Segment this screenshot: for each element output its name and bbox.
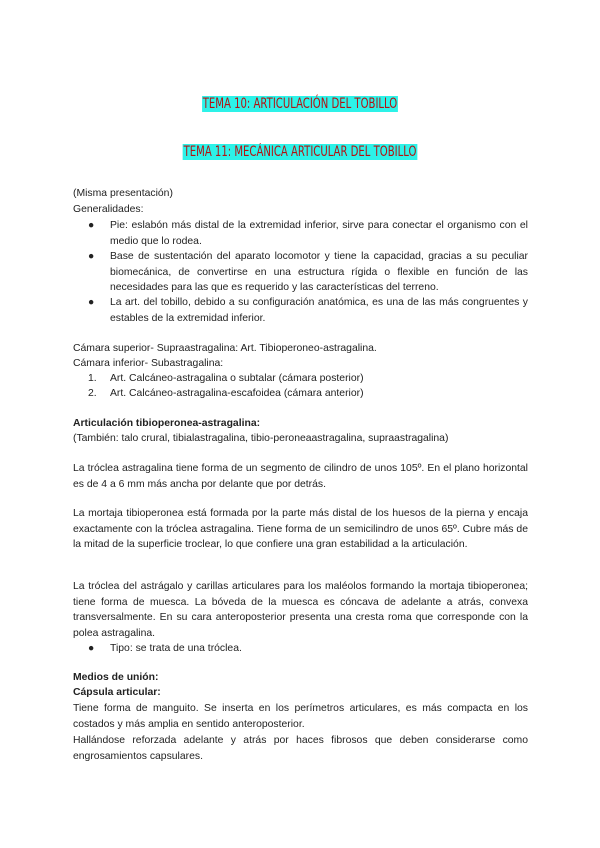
- paragraph: Hallándose reforzada adelante y atrás por haces fibrosos que deben considerarse como engrosamientos capsulares.: [73, 735, 528, 762]
- numbered-item: 1. Art. Calcáneo-astragalina o subtalar (cámara posterior): [88, 373, 364, 384]
- generalidades-label: Generalidades:: [73, 204, 144, 215]
- chamber-superior: Cámara superior- Supraastragalina: Art. Tibioperoneo-astragalina.: [73, 343, 377, 354]
- bullet-icon: ●: [88, 220, 95, 231]
- bullet-icon: ●: [88, 297, 95, 308]
- list-item: ● Tipo: se trata de una tróclea.: [88, 641, 528, 657]
- list-item: ● Pie: eslabón más distal de la extremidad inferior, sirve para conectar el organismo con el medio que lo rodea.: [88, 220, 528, 247]
- paragraph: La tróclea del astrágalo y carillas articulares para los maléolos formando la mortaja tibioperonea; tiene forma de muesca. La bóveda de la muesca es cóncava de adelante a atrás, convexa transversalmente. En su cara anteroposterior presenta una cresta roma que corresponde con la polea astragalina.: [73, 581, 528, 639]
- title-tema-11: TEMA 11: MECÁNICA ARTICULAR DEL TOBILLO: [183, 144, 417, 160]
- chamber-inferior: Cámara inferior- Subastragalina:: [73, 358, 224, 369]
- paragraph: La tróclea astragalina tiene forma de un segmento de cilindro de unos 105º. En el plano horizontal es de 4 a 6 mm más ancha por delante que por detrás.: [73, 463, 528, 490]
- numbered-item: 2. Art. Calcáneo-astragalina-escafoidea (cámara anterior): [88, 388, 364, 399]
- paragraph: Tiene forma de manguito. Se inserta en los perímetros articulares, es más compacta en los costados y más amplia en sentido anteroposterior.: [73, 703, 528, 730]
- section-heading-tibio: Articulación tibioperonea-astragalina:: [73, 418, 261, 429]
- subheading-capsula: Cápsula articular:: [73, 687, 161, 698]
- presentation-note: (Misma presentación): [73, 188, 173, 199]
- list-item: ● Base de sustentación del aparato locomotor y tiene la capacidad, gracias a su peculiar biomecánica, de convertirse en una estructura rígida o flexible en función de las necesidades para las que es requerido y las características del terreno.: [88, 251, 528, 293]
- title-tema-10: TEMA 10: ARTICULACIÓN DEL TOBILLO: [202, 96, 398, 112]
- bullet-icon: ●: [88, 643, 95, 654]
- list-item: ● La art. del tobillo, debido a su configuración anatómica, es una de las más congruentes y estables de la extremidad inferior.: [88, 297, 528, 324]
- tibio-aka: (También: talo crural, tibialastragalina, tibio-peroneaastragalina, supraastragalina): [73, 433, 449, 444]
- bullet-icon: ●: [88, 251, 95, 262]
- paragraph: La mortaja tibioperonea está formada por la parte más distal de los huesos de la pierna y encaja exactamente con la tróclea astragalina. Tiene forma de un semicilindro de unos 65º. Cubre más de la mitad de la superficie troclear, lo que confiere una gran estabilidad a la articulación.: [73, 508, 528, 550]
- section-heading-union: Medios de unión:: [73, 672, 159, 683]
